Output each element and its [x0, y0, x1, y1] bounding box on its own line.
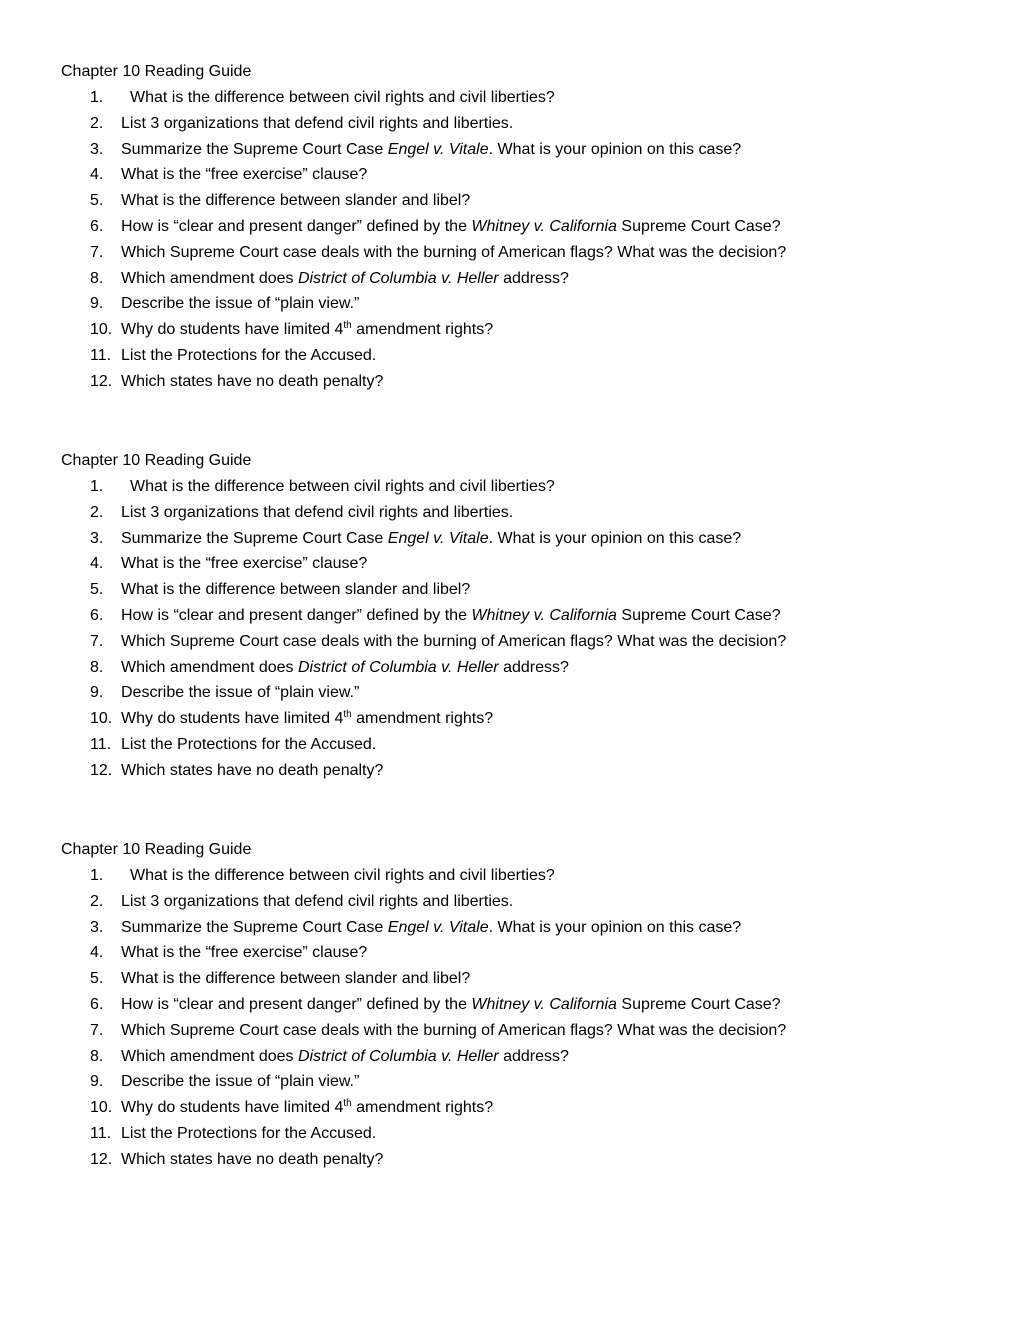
question-number: 10.	[90, 710, 113, 728]
question-text	[121, 1069, 359, 1095]
question-item	[61, 500, 961, 526]
ordinal-superscript: th	[343, 1098, 352, 1110]
question-text	[121, 732, 376, 758]
question-text-part: Describe the issue of “plain view.”	[121, 295, 360, 313]
question-text-part: Summarize the Supreme Court Case	[121, 140, 388, 158]
question-text-part: How is “clear and present danger” defined by the	[121, 606, 472, 624]
question-number: 9.	[90, 1073, 104, 1091]
question-text-part: What is the difference between civil rights and civil liberties?	[130, 478, 555, 495]
question-number: 3.	[90, 918, 104, 936]
question-number: 4.	[90, 166, 104, 184]
question-number: 12.	[90, 372, 113, 390]
question-item	[61, 474, 961, 500]
question-item	[61, 343, 961, 369]
question-item	[61, 992, 961, 1018]
question-text	[121, 992, 781, 1018]
case-name-italic: Whitney v. California	[471, 606, 617, 624]
question-text-part: How is “clear and present danger” defined by the	[121, 995, 472, 1013]
guide-title: Chapter 10 Reading Guide	[61, 841, 252, 858]
question-text-part: How is “clear and present danger” defined by the	[121, 217, 472, 235]
guide-title: Chapter 10 Reading Guide	[61, 63, 252, 80]
question-item	[61, 266, 961, 292]
question-number: 5.	[90, 192, 104, 210]
case-name-italic: District of Columbia v. Heller	[297, 1047, 499, 1065]
question-item	[61, 137, 961, 163]
question-text-part: What is the “free exercise” clause?	[121, 166, 368, 184]
question-item	[61, 577, 961, 603]
question-text-part: List the Protections for the Accused.	[121, 1124, 377, 1142]
question-number: 3.	[90, 140, 104, 158]
question-text-part: List 3 organizations that defend civil rights and liberties.	[121, 892, 514, 910]
question-text-part: Summarize the Supreme Court Case	[121, 918, 388, 936]
case-name-italic: District of Columbia v. Heller	[297, 269, 499, 287]
question-text-part: What is the difference between slander and libel?	[121, 192, 471, 210]
reading-guide-3	[61, 837, 961, 1173]
question-item	[61, 111, 961, 137]
question-text	[121, 1018, 786, 1044]
question-text-part: address?	[498, 658, 569, 676]
question-item	[61, 603, 961, 629]
question-text	[121, 111, 513, 137]
question-item	[61, 1095, 961, 1121]
question-item	[61, 940, 961, 966]
case-name-italic: Whitney v. California	[471, 217, 617, 235]
question-item	[61, 526, 961, 552]
question-number: 11.	[90, 1124, 112, 1142]
question-text	[121, 369, 383, 395]
question-item	[61, 85, 961, 111]
question-number: 2.	[90, 892, 104, 910]
question-number: 6.	[90, 606, 104, 624]
question-text	[121, 343, 376, 369]
question-item	[61, 966, 961, 992]
question-text-part: address?	[498, 269, 569, 287]
question-text-part: Summarize the Supreme Court Case	[121, 529, 388, 547]
question-text-part: Why do students have limited 4	[121, 1099, 344, 1117]
question-number: 12.	[90, 761, 113, 779]
reading-guide-2	[61, 448, 961, 784]
question-text	[121, 915, 741, 941]
question-text-part: Which amendment does	[121, 658, 298, 676]
question-item	[61, 915, 961, 941]
question-item	[61, 629, 961, 655]
question-text-part: amendment rights?	[351, 1099, 494, 1117]
reading-guide-1	[61, 59, 961, 395]
case-name-italic: Whitney v. California	[471, 995, 617, 1013]
question-text	[121, 889, 513, 915]
question-item	[61, 1044, 961, 1070]
question-text	[121, 655, 569, 681]
question-text-part: Which amendment does	[121, 1047, 298, 1065]
question-text-part: Which Supreme Court case deals with the burning of American flags? What was the decision?	[121, 632, 787, 650]
question-item	[61, 1069, 961, 1095]
guide-title: Chapter 10 Reading Guide	[61, 452, 252, 469]
question-number: 1.	[90, 89, 104, 106]
question-item	[61, 317, 961, 343]
case-name-italic: Engel v. Vitale	[387, 918, 489, 936]
question-item	[61, 1121, 961, 1147]
question-number: 7.	[90, 1021, 104, 1039]
question-item	[61, 369, 961, 395]
question-number: 8.	[90, 269, 104, 287]
question-text-part: Supreme Court Case?	[616, 217, 781, 235]
question-text	[121, 291, 359, 317]
question-text-part: What is the difference between civil rights and civil liberties?	[130, 89, 555, 106]
question-number: 2.	[90, 503, 104, 521]
question-number: 3.	[90, 529, 104, 547]
question-number: 7.	[90, 632, 104, 650]
ordinal-superscript: th	[343, 709, 352, 721]
question-item	[61, 732, 961, 758]
question-text-part: Describe the issue of “plain view.”	[121, 684, 360, 702]
question-number: 7.	[90, 243, 104, 261]
question-text-part: Which states have no death penalty?	[121, 372, 384, 390]
question-text-part: Supreme Court Case?	[616, 995, 781, 1013]
question-text	[121, 317, 493, 343]
question-text	[121, 162, 367, 188]
question-text-part: List 3 organizations that defend civil rights and liberties.	[121, 114, 514, 132]
question-text	[121, 551, 367, 577]
question-text-part: Which states have no death penalty?	[121, 761, 384, 779]
question-text	[130, 474, 555, 500]
question-text	[121, 188, 470, 214]
question-item	[61, 655, 961, 681]
question-item	[61, 889, 961, 915]
question-text	[121, 137, 741, 163]
question-item	[61, 162, 961, 188]
question-text-part: Why do students have limited 4	[121, 710, 344, 728]
case-name-italic: Engel v. Vitale	[387, 529, 489, 547]
question-text	[121, 940, 367, 966]
question-number: 6.	[90, 217, 104, 235]
question-list	[61, 863, 961, 1173]
question-text-part: . What is your opinion on this case?	[488, 529, 742, 547]
question-text	[121, 266, 569, 292]
question-text	[121, 629, 786, 655]
question-item	[61, 863, 961, 889]
question-number: 11.	[90, 735, 112, 753]
question-text	[121, 1095, 493, 1121]
question-text	[121, 966, 470, 992]
question-text	[130, 863, 555, 889]
question-number: 11.	[90, 346, 112, 364]
question-text	[121, 603, 781, 629]
question-text-part: What is the difference between slander and libel?	[121, 581, 471, 599]
question-text	[121, 214, 781, 240]
question-number: 10.	[90, 321, 113, 339]
question-item	[61, 291, 961, 317]
question-text	[121, 526, 741, 552]
ordinal-superscript: th	[343, 320, 352, 332]
question-item	[61, 188, 961, 214]
question-text	[121, 1121, 376, 1147]
question-text-part: . What is your opinion on this case?	[488, 918, 742, 936]
question-text	[121, 1044, 569, 1070]
question-item	[61, 706, 961, 732]
question-text-part: Describe the issue of “plain view.”	[121, 1073, 360, 1091]
question-number: 12.	[90, 1150, 113, 1168]
question-text-part: Which amendment does	[121, 269, 298, 287]
question-text-part: List 3 organizations that defend civil rights and liberties.	[121, 503, 514, 521]
question-number: 10.	[90, 1099, 113, 1117]
question-number: 9.	[90, 295, 104, 313]
question-number: 9.	[90, 684, 104, 702]
question-number: 4.	[90, 555, 104, 573]
question-item	[61, 758, 961, 784]
question-number: 6.	[90, 995, 104, 1013]
question-text-part: What is the “free exercise” clause?	[121, 944, 368, 962]
question-text	[121, 500, 513, 526]
question-number: 1.	[90, 478, 104, 495]
question-text	[121, 1147, 383, 1173]
question-number: 8.	[90, 658, 104, 676]
question-number: 2.	[90, 114, 104, 132]
question-text-part: . What is your opinion on this case?	[488, 140, 742, 158]
question-text	[121, 706, 493, 732]
question-text	[130, 85, 555, 111]
question-text-part: List the Protections for the Accused.	[121, 346, 377, 364]
question-text	[121, 240, 786, 266]
question-item	[61, 214, 961, 240]
question-text-part: Which Supreme Court case deals with the burning of American flags? What was the decision?	[121, 1021, 787, 1039]
question-item	[61, 551, 961, 577]
question-text	[121, 577, 470, 603]
question-text-part: What is the “free exercise” clause?	[121, 555, 368, 573]
question-text	[121, 758, 383, 784]
question-item	[61, 1018, 961, 1044]
case-name-italic: District of Columbia v. Heller	[297, 658, 499, 676]
question-text-part: Which states have no death penalty?	[121, 1150, 384, 1168]
question-text-part: Which Supreme Court case deals with the burning of American flags? What was the decision?	[121, 243, 787, 261]
question-text-part: amendment rights?	[351, 321, 494, 339]
question-text-part: What is the difference between slander and libel?	[121, 970, 471, 988]
question-item	[61, 240, 961, 266]
question-text-part: Why do students have limited 4	[121, 321, 344, 339]
question-text-part: Supreme Court Case?	[616, 606, 781, 624]
question-number: 8.	[90, 1047, 104, 1065]
case-name-italic: Engel v. Vitale	[387, 140, 489, 158]
question-number: 1.	[90, 867, 104, 884]
question-number: 5.	[90, 970, 104, 988]
question-item	[61, 1147, 961, 1173]
question-number: 5.	[90, 581, 104, 599]
question-text-part: List the Protections for the Accused.	[121, 735, 377, 753]
question-item	[61, 680, 961, 706]
question-text-part: address?	[498, 1047, 569, 1065]
question-text-part: amendment rights?	[351, 710, 494, 728]
question-text	[121, 680, 359, 706]
question-number: 4.	[90, 944, 104, 962]
question-text-part: What is the difference between civil rights and civil liberties?	[130, 867, 555, 884]
question-list	[61, 474, 961, 784]
question-list	[61, 85, 961, 395]
